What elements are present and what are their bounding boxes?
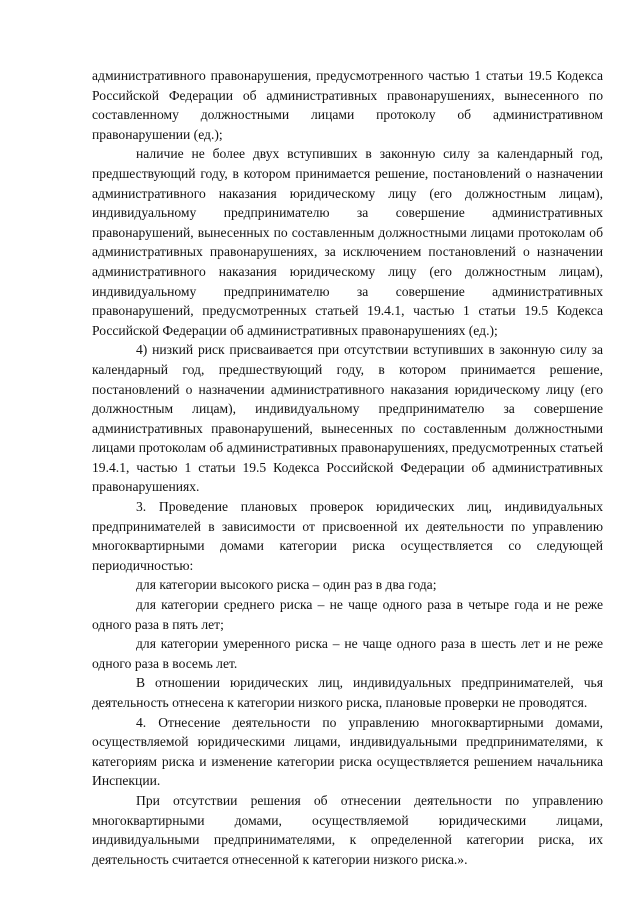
document-page: [92, 66, 603, 869]
paragraph-9: 4. Отнесение деятельности по управлению многоквартирными домами, осуществляемой юридическими лицами, индивидуальными предпринимателями, к категориям риска и изменение категории риска осуществляется решением начальника Инспекции.: [92, 714, 603, 789]
paragraph-4: 3. Проведение плановых проверок юридических лиц, индивидуальных предпринимателей в зависимости от присвоенной их деятельности по управлению многоквартирными домами категории риска осуществляется со следующей периодичностью:: [92, 499, 603, 573]
paragraph-1: административного правонарушения, предусмотренного частью 1 статьи 19.5 Кодекса Российской Федерации об административных правонарушениях, вынесенного по составленному должностными лицами протоколу об административном правонарушении (ед.);: [92, 68, 603, 142]
paragraph-6: для категории среднего риска – не чаще одного раза в четыре года и не реже одного раза в пять лет;: [92, 597, 603, 632]
paragraph-8: В отношении юридических лиц, индивидуальных предпринимателей, чья деятельность отнесена к категории низкого риска, плановые проверки не проводятся.: [92, 675, 603, 710]
paragraph-7: для категории умеренного риска – не чаще одного раза в шесть лет и не реже одного раза в восемь лет.: [92, 636, 603, 671]
paragraph-5: для категории высокого риска – один раз в два года;: [136, 577, 437, 593]
paragraph-10: При отсутствии решения об отнесении деятельности по управлению многоквартирными домами, осуществляемой юридическими лицами, индивидуальными предпринимателями, к определенной категории риска, их деятельность считается отнесенной к категории низкого риска.».: [92, 792, 603, 867]
paragraph-3: 4) низкий риск присваивается при отсутствии вступивших в законную силу за календарный год, предшествующий году, в котором принимается решение, постановлений о назначении административного наказания юридическому лицу (его должностным лицам), индивидуальному предпринимателю за совершение административных правонарушений, вынесенных по составленным должностными лицами протоколам об административных правонарушениях, предусмотренных статьей 19.4.1, частью 1 статьи 19.5 Кодекса Российской Федерации об административных правонарушениях.: [92, 342, 603, 495]
paragraph-2: наличие не более двух вступивших в законную силу за календарный год, предшествующий году, в котором принимается решение, постановлений о назначении административного наказания юридическому лицу (его должностным лицам), индивидуальному предпринимателю за совершение административных правонарушений, вынесенных по составленным должностными лицами протоколам об административных правонарушениях, за исключением постановлений о назначении административного наказания юридическому лицу (его должностным лицам), индивидуальному предпринимателю за совершение административных правонарушений, предусмотренных статьей 19.4.1, частью 1 статьи 19.5 Кодекса Российской Федерации об административных правонарушениях (ед.);: [92, 146, 603, 338]
